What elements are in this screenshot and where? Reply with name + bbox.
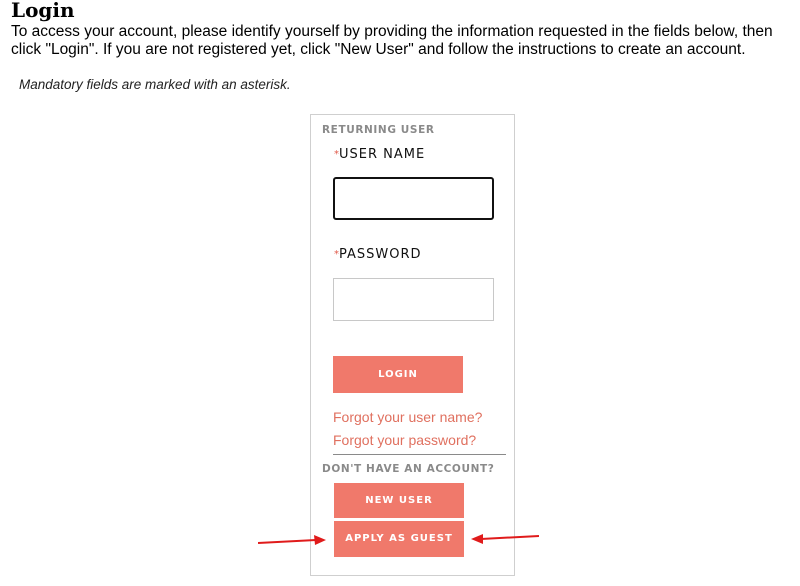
password-label xyxy=(334,247,422,262)
login-button[interactable]: LOGIN xyxy=(333,356,463,393)
returning-user-heading: RETURNING USER xyxy=(322,124,435,136)
forgot-password-link[interactable]: Forgot your password? xyxy=(333,432,477,448)
username-label xyxy=(334,147,425,162)
mandatory-note: Mandatory fields are marked with an asterisk. xyxy=(19,77,291,92)
apply-as-guest-button[interactable]: APPLY AS GUEST xyxy=(334,521,464,557)
username-input[interactable] xyxy=(333,177,494,220)
divider xyxy=(333,454,506,455)
forgot-username-link[interactable]: Forgot your user name? xyxy=(333,409,483,425)
password-input[interactable] xyxy=(333,278,494,321)
required-asterisk: * xyxy=(334,149,339,160)
arrow-right-icon xyxy=(258,533,328,547)
page-title: Login xyxy=(11,0,75,22)
username-label-text: USER NAME xyxy=(339,147,426,162)
intro-text: To access your account, please identify yourself by providing the information requested in the fields below, then click "Login". If you are not registered yet, click "New User" and follow the instructions to create an account. xyxy=(11,23,773,58)
password-label-text: PASSWORD xyxy=(339,247,422,262)
login-panel xyxy=(310,114,515,576)
arrow-left-icon xyxy=(469,531,539,545)
new-user-button[interactable]: NEW USER xyxy=(334,483,464,518)
register-heading: DON'T HAVE AN ACCOUNT? xyxy=(322,463,495,475)
required-asterisk: * xyxy=(334,249,339,260)
